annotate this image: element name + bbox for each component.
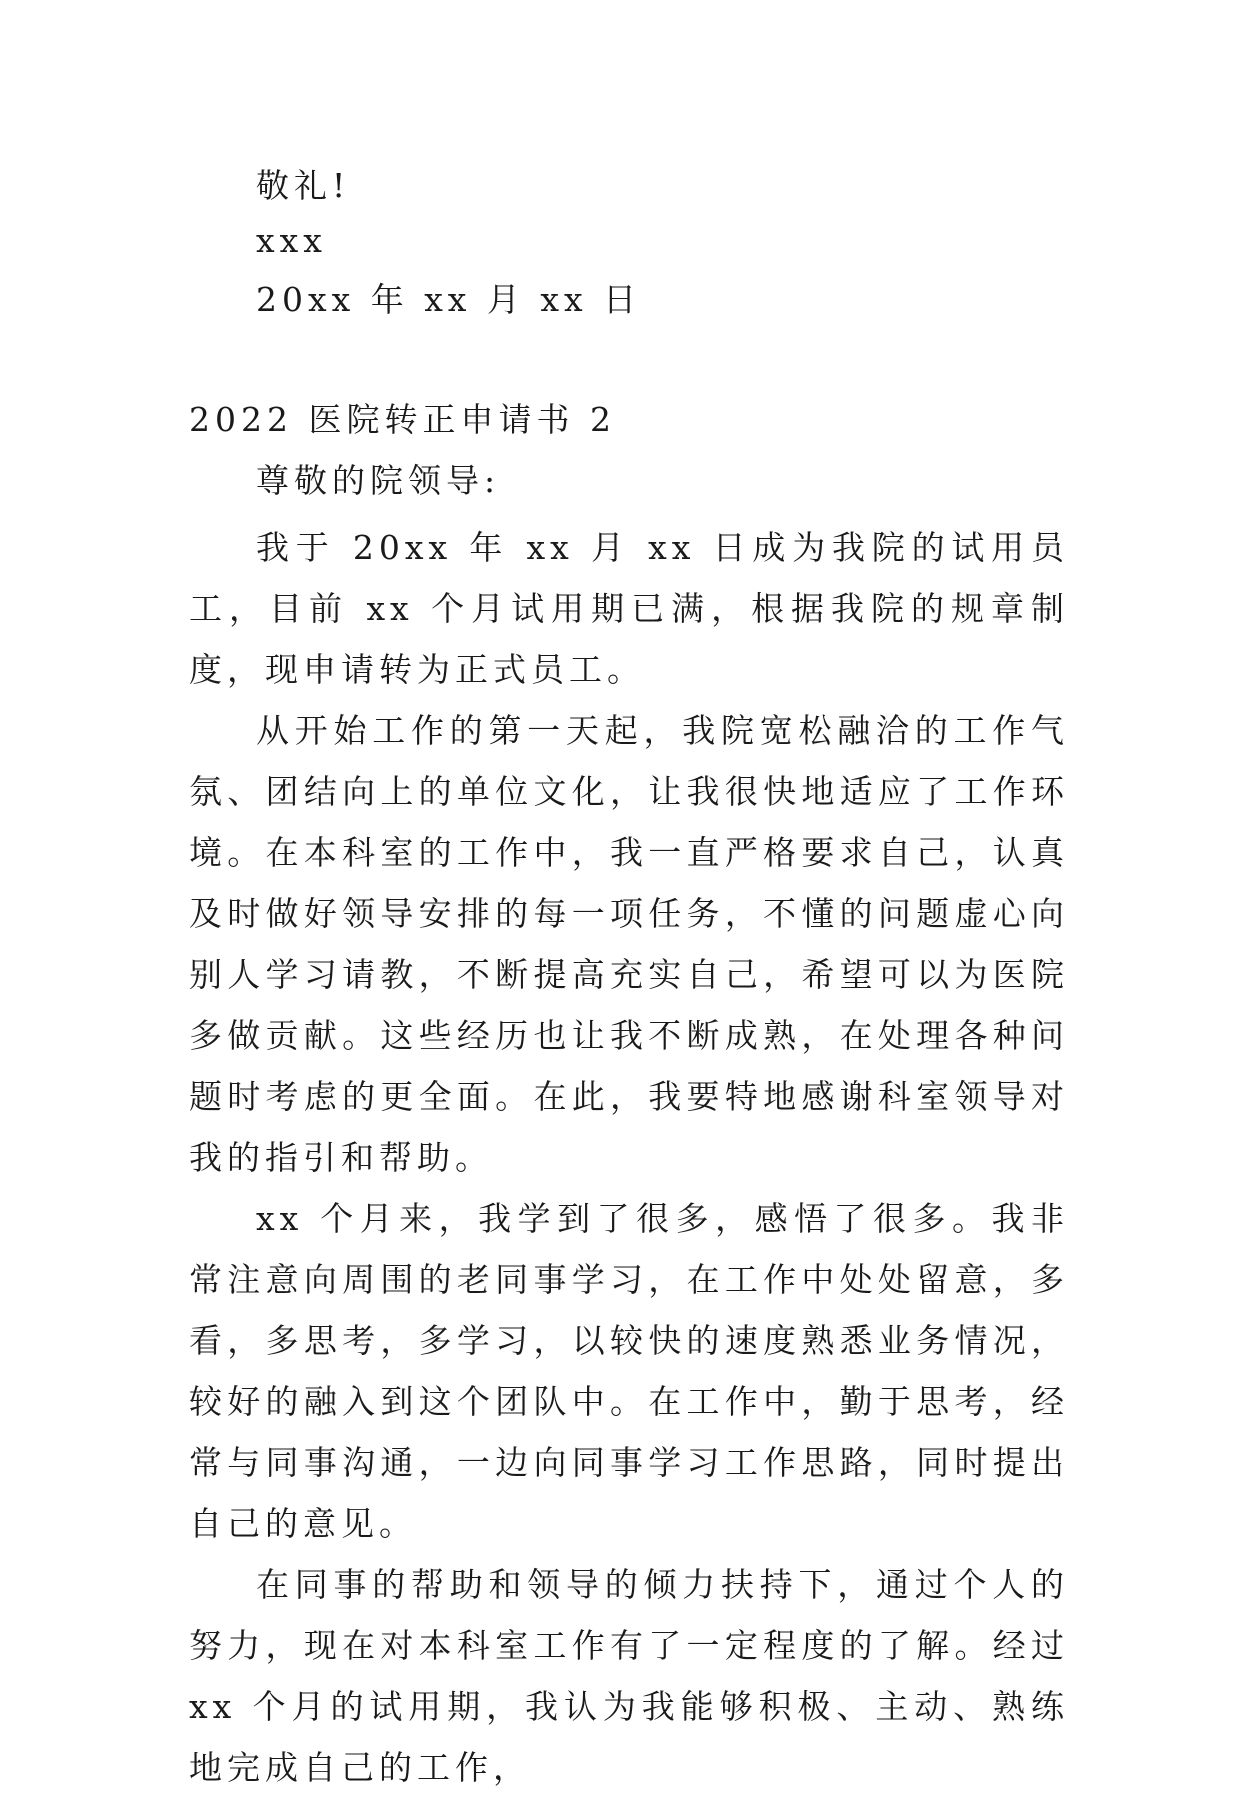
paragraph: 我于 20xx 年 xx 月 xx 日成为我院的试用员工，目前 xx 个月试用期已满，根据我院的规章制度，现申请转为正式员工。 xyxy=(189,528,1069,689)
paragraph: xx 个月来，我学到了很多，感悟了很多。我非常注意向周围的老同事学习，在工作中处处留意，多看，多思考，多学习，以较快的速度熟悉业务情况，较好的融入到这个团队中。在工作中，勤于思考，经常与同事沟通，一边向同事学习工作思路，同时提出自己的意见。 xyxy=(189,1199,1069,1543)
paragraph: 从开始工作的第一天起，我院宽松融洽的工作气氛、团结向上的单位文化，让我很快地适应了工作环境。在本科室的工作中，我一直严格要求自己，认真及时做好领导安排的每一项任务，不懂的问题虚心向别人学习请教，不断提高充实自己，希望可以为医院多做贡献。这些经历也让我不断成熟，在处理各种问题时考虑的更全面。在此，我要特地感谢科室领导对我的指引和帮助。 xyxy=(189,711,1069,1177)
closing-regards: 敬礼! xyxy=(256,166,351,205)
paragraph: 在同事的帮助和领导的倾力扶持下，通过个人的努力，现在对本科室工作有了一定程度的了解。经过 xx 个月的试用期，我认为我能够积极、主动、熟练地完成自己的工作， xyxy=(189,1565,1069,1787)
closing-date: 20xx 年 xx 月 xx 日 xyxy=(256,280,642,319)
closing-signature-name: xxx xyxy=(256,221,327,260)
salutation: 尊敬的院领导: xyxy=(256,461,501,500)
document-title: 2022 医院转正申请书 2 xyxy=(189,400,616,439)
document-body xyxy=(189,517,1069,1798)
